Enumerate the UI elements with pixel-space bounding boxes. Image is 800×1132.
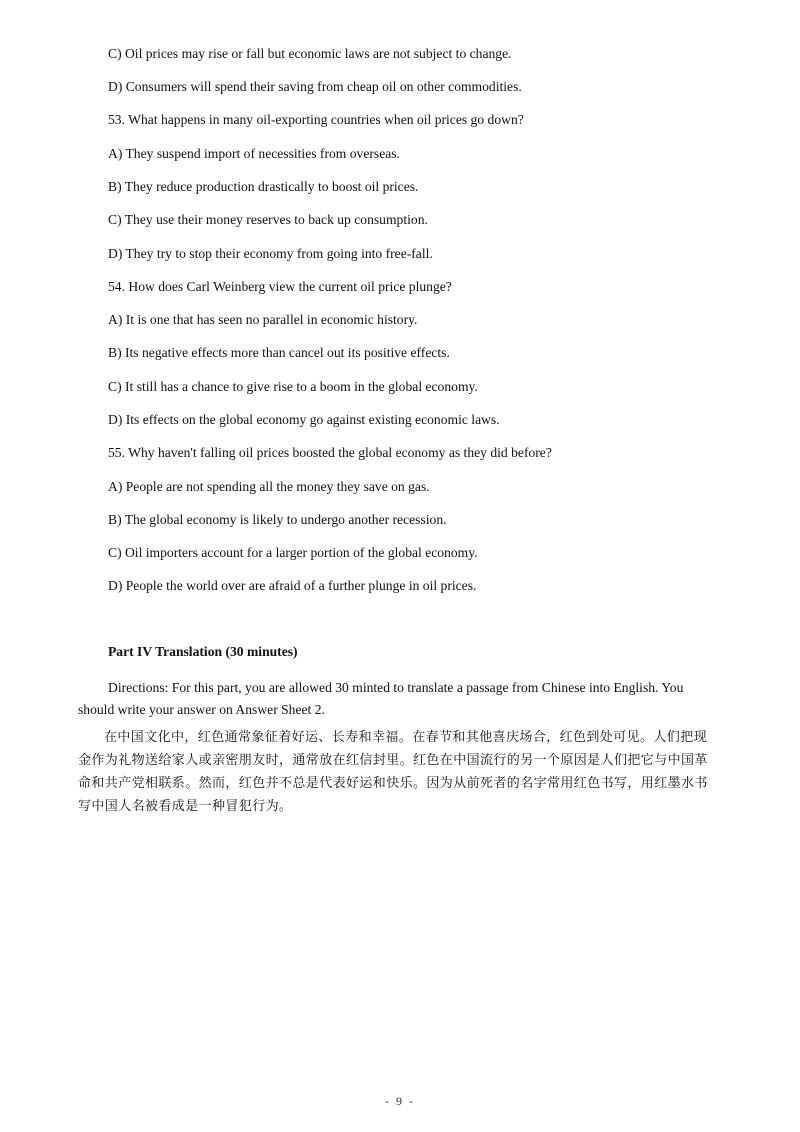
option-52-d: D) Consumers will spend their saving from cheap oil on other commodities. xyxy=(108,79,522,94)
question-55: 55. Why haven't falling oil prices boosted the global economy as they did before? xyxy=(108,445,552,460)
option-53-c: C) They use their money reserves to back up consumption. xyxy=(108,212,428,227)
page-number: - 9 - xyxy=(385,1094,415,1108)
question-54: 54. How does Carl Weinberg view the current oil price plunge? xyxy=(108,279,452,294)
option-52-c: C) Oil prices may rise or fall but economic laws are not subject to change. xyxy=(108,46,512,61)
option-54-c: C) It still has a chance to give rise to a boom in the global economy. xyxy=(108,379,478,394)
option-55-c: C) Oil importers account for a larger portion of the global economy. xyxy=(108,545,478,560)
option-54-a: A) It is one that has seen no parallel in economic history. xyxy=(108,312,418,327)
option-54-b: B) Its negative effects more than cancel out its positive effects. xyxy=(108,345,450,360)
option-53-b: B) They reduce production drastically to boost oil prices. xyxy=(108,179,419,194)
option-53-d: D) They try to stop their economy from going into free-fall. xyxy=(108,246,433,261)
translation-passage: 在中国文化中，红色通常象征着好运、长寿和幸福。在春节和其他喜庆场合，红色到处可见。人们把现金作为礼物送给家人或亲密朋友时，通常放在红信封里。红色在中国流行的另一个原因是人们把它与中国革命和共产党相联系。然而，红色并不总是代表好运和快乐。因为从前死者的名字常用红色书写，用红墨水书写中国人名被看成是一种冒犯行为。 xyxy=(78,730,708,814)
option-55-d: D) People the world over are afraid of a further plunge in oil prices. xyxy=(108,578,477,593)
option-54-d: D) Its effects on the global economy go against existing economic laws. xyxy=(108,412,500,427)
part-iv-directions: Directions: For this part, you are allowed 30 minted to translate a passage from Chinese into English. You should write your answer on Answer Sheet 2. xyxy=(78,680,684,717)
option-55-b: B) The global economy is likely to undergo another recession. xyxy=(108,512,447,527)
option-53-a: A) They suspend import of necessities from overseas. xyxy=(108,146,400,161)
part-iv-heading: Part IV Translation (30 minutes) xyxy=(108,644,298,659)
question-53: 53. What happens in many oil-exporting countries when oil prices go down? xyxy=(108,112,524,127)
option-55-a: A) People are not spending all the money they save on gas. xyxy=(108,479,430,494)
